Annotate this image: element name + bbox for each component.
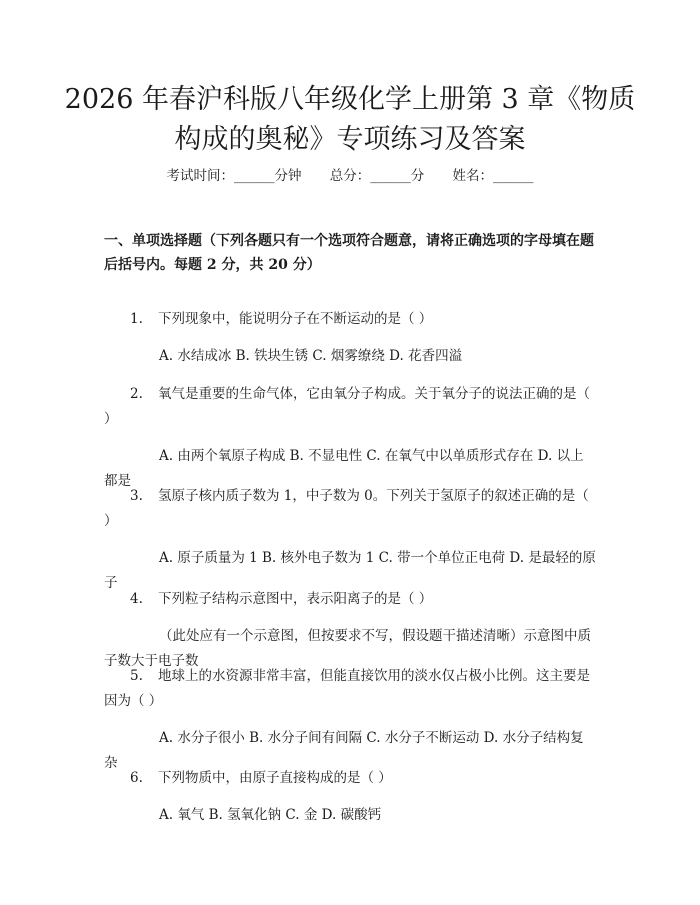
question-1-stem bbox=[104, 307, 596, 332]
exam-time-field: 考试时间：______分钟 bbox=[166, 168, 302, 184]
question-text: 地球上的水资源非常丰富，但能直接饮用的淡水仅占极小比例。这主要是因为（ ） bbox=[104, 668, 590, 709]
question-text: 氢原子核内质子数为 1，中子数为 0。下列关于氢原子的叙述正确的是（ ） bbox=[104, 488, 589, 529]
question-4-stem bbox=[104, 587, 596, 612]
question-3-options: A. 原子质量为 1 B. 核外电子数为 1 C. 带一个单位正电荷 D. 是最轻的原子 bbox=[104, 550, 596, 591]
question-number: 3. bbox=[130, 488, 143, 504]
question-number: 1. bbox=[130, 311, 143, 327]
question-5-options: A. 水分子很小 B. 水分子间有间隔 C. 水分子不断运动 D. 水分子结构复杂 bbox=[104, 730, 584, 771]
question-text: 下列粒子结构示意图中，表示阳离子的是（ ） bbox=[158, 591, 433, 607]
question-4-note: （此处应有一个示意图，但按要求不写，假设题干描述清晰）示意图中质子数大于电子数 bbox=[104, 628, 591, 669]
exam-info-line bbox=[0, 166, 700, 186]
question-number: 2. bbox=[130, 386, 143, 402]
question-6-options: A. 氧气 B. 氢氧化钠 C. 金 D. 碳酸钙 bbox=[159, 807, 382, 823]
question-1-options: A. 水结成冰 B. 铁块生锈 C. 烟雾缭绕 D. 花香四溢 bbox=[159, 348, 463, 364]
student-name-field: 姓名：______ bbox=[452, 168, 534, 184]
question-number: 5. bbox=[130, 668, 143, 684]
question-6-stem bbox=[104, 766, 596, 791]
total-score-field: 总分：______分 bbox=[329, 168, 425, 184]
section-heading: 一、单项选择题（下列各题只有一个选项符合题意，请将正确选项的字母填在题后括号内。每题 2 分，共 20 分） bbox=[104, 233, 594, 273]
question-text: 氧气是重要的生命气体，它由氧分子构成。关于氧分子的说法正确的是（ ） bbox=[104, 386, 590, 427]
question-number: 4. bbox=[130, 591, 143, 607]
question-2-options: A. 由两个氧原子构成 B. 不显电性 C. 在氧气中以单质形式存在 D. 以上都是 bbox=[104, 448, 584, 489]
question-2-stem bbox=[104, 382, 596, 432]
question-3-stem bbox=[104, 484, 596, 534]
document-title: 2026 年春沪科版八年级化学上册第 3 章《物质构成的奥秘》专项练习及答案 bbox=[64, 84, 636, 155]
question-text: 下列现象中，能说明分子在不断运动的是（ ） bbox=[158, 311, 433, 327]
question-text: 下列物质中，由原子直接构成的是（ ） bbox=[158, 770, 392, 786]
question-5-stem bbox=[104, 664, 596, 714]
question-number: 6. bbox=[130, 770, 143, 786]
